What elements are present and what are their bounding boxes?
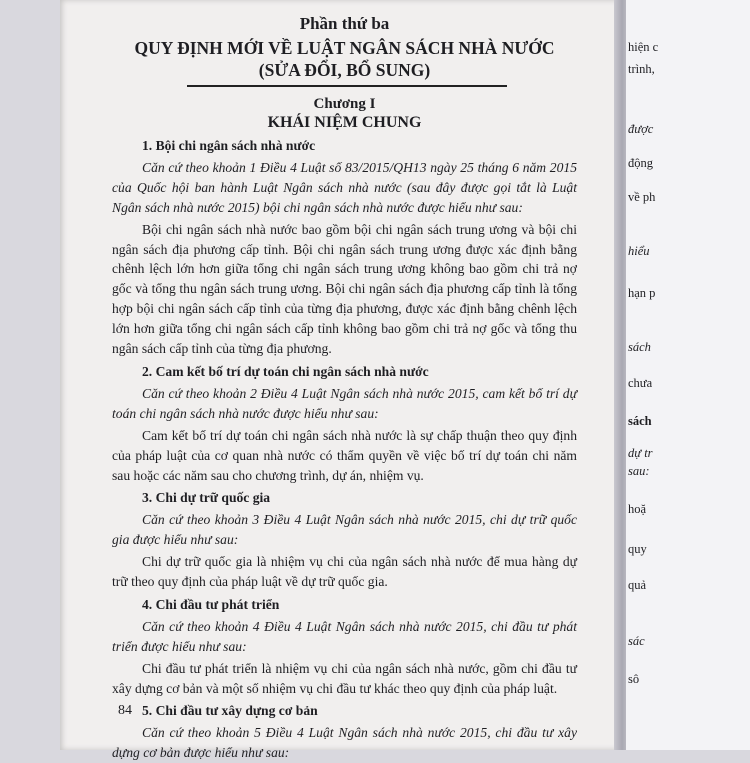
- right-fragment: sách: [628, 414, 652, 428]
- right-fragment: hoặ: [628, 502, 647, 516]
- section-heading: 2. Cam kết bố trí dự toán chi ngân sách nhà nước: [142, 363, 429, 379]
- section-intro: Căn cứ theo khoản 2 Điều 4 Luật Ngân sách nhà nước 2015, cam kết bố trí dự toán chi ngân sách nhà nước được hiểu như sau:: [112, 385, 577, 421]
- right-fragment: trình,: [628, 62, 655, 76]
- chapter-title: KHÁI NIỆM CHUNG: [267, 114, 422, 131]
- section-paragraph: Chi dự trữ quốc gia là nhiệm vụ chi của ngân sách nhà nước để mua hàng dự trữ theo quy định của pháp luật về dự trữ quốc gia.: [112, 554, 577, 590]
- page-number: 84: [118, 703, 132, 718]
- right-fragment: quy: [628, 542, 647, 556]
- page-content: [112, 14, 577, 763]
- section-intro: Căn cứ theo khoản 3 Điều 4 Luật Ngân sách nhà nước 2015, chi dự trữ quốc gia được hiểu như sau:: [112, 512, 577, 548]
- main-subtitle: (SỬA ĐỔI, BỔ SUNG): [258, 60, 431, 80]
- chapter-number: Chương I: [313, 96, 376, 112]
- right-fragment: về ph: [628, 190, 656, 204]
- section-heading: 5. Chi đầu tư xây dựng cơ bản: [142, 703, 318, 719]
- right-fragment: chưa: [628, 376, 653, 390]
- right-fragment: sác: [628, 634, 645, 648]
- section-intro: Căn cứ theo khoản 1 Điều 4 Luật số 83/2015/QH13 ngày 25 tháng 6 năm 2015 của Quốc hội ban hành Luật Ngân sách nhà nước (sau đây được gọi tắt là Luật Ngân sách nhà nước 2015) bội chi ngân sách nhà nước được hiểu như sau:: [112, 159, 577, 215]
- section-heading: 3. Chi dự trữ quốc gia: [142, 490, 271, 506]
- right-fragment: động: [628, 156, 653, 170]
- right-fragment: sau:: [628, 464, 650, 478]
- right-fragment: hạn p: [628, 286, 656, 300]
- right-fragment: được: [628, 122, 654, 136]
- main-title: QUY ĐỊNH MỚI VỀ LUẬT NGÂN SÁCH NHÀ NƯỚC: [134, 38, 555, 58]
- part-heading: Phần thứ ba: [299, 14, 390, 33]
- section-heading: 1. Bội chi ngân sách nhà nước: [142, 138, 316, 153]
- right-fragment: sách: [628, 340, 651, 354]
- section-paragraph: Cam kết bố trí dự toán chi ngân sách nhà nước là sự chấp thuận theo quy định của pháp luật của cơ quan nhà nước có thẩm quyền về việc bố trí dự toán chi năm sau hoặc các năm sau cho chương trình, dự án, nhiệm vụ.: [112, 427, 577, 483]
- right-fragment: dự tr: [628, 446, 653, 460]
- title-rule: [187, 85, 507, 87]
- right-page-text: [628, 0, 748, 750]
- section-paragraph: Bội chi ngân sách nhà nước bao gồm bội chi ngân sách trung ương và bội chi ngân sách địa phương cấp tỉnh. Bội chi ngân sách trung ương được xác định bằng chênh lệch lớn hơn giữa tổng chi ngân sách trung ương không bao gồm chi trả nợ gốc và tổng thu ngân sách trung ương. Bội chi ngân sách địa phương cấp tỉnh là tổng hợp bội chi ngân sách cấp tỉnh của từng địa phương, được xác định bằng chênh lệch lớn hơn giữa tổng chi ngân sách cấp tỉnh không bao gồm chi trả nợ gốc và tổng thu ngân sách cấp tỉnh của từng địa phương.: [112, 221, 577, 357]
- section-intro: Căn cứ theo khoản 5 Điều 4 Luật Ngân sách nhà nước 2015, chi đầu tư xây dựng cơ bản được hiểu như sau:: [112, 725, 577, 761]
- right-fragment: hiện c: [628, 40, 659, 54]
- right-fragment: quả: [628, 578, 647, 592]
- section-heading: 4. Chi đầu tư phát triển: [142, 596, 280, 612]
- section-paragraph: Chi đầu tư phát triển là nhiệm vụ chi của ngân sách nhà nước, gồm chi đầu tư xây dựng cơ bản và một số nhiệm vụ chi đầu tư khác theo quy định của pháp luật.: [112, 660, 577, 696]
- right-fragment: hiểu: [628, 244, 650, 258]
- section-intro: Căn cứ theo khoản 4 Điều 4 Luật Ngân sách nhà nước 2015, chi đầu tư phát triển được hiểu như sau:: [112, 618, 577, 654]
- right-fragment: sô: [628, 672, 640, 686]
